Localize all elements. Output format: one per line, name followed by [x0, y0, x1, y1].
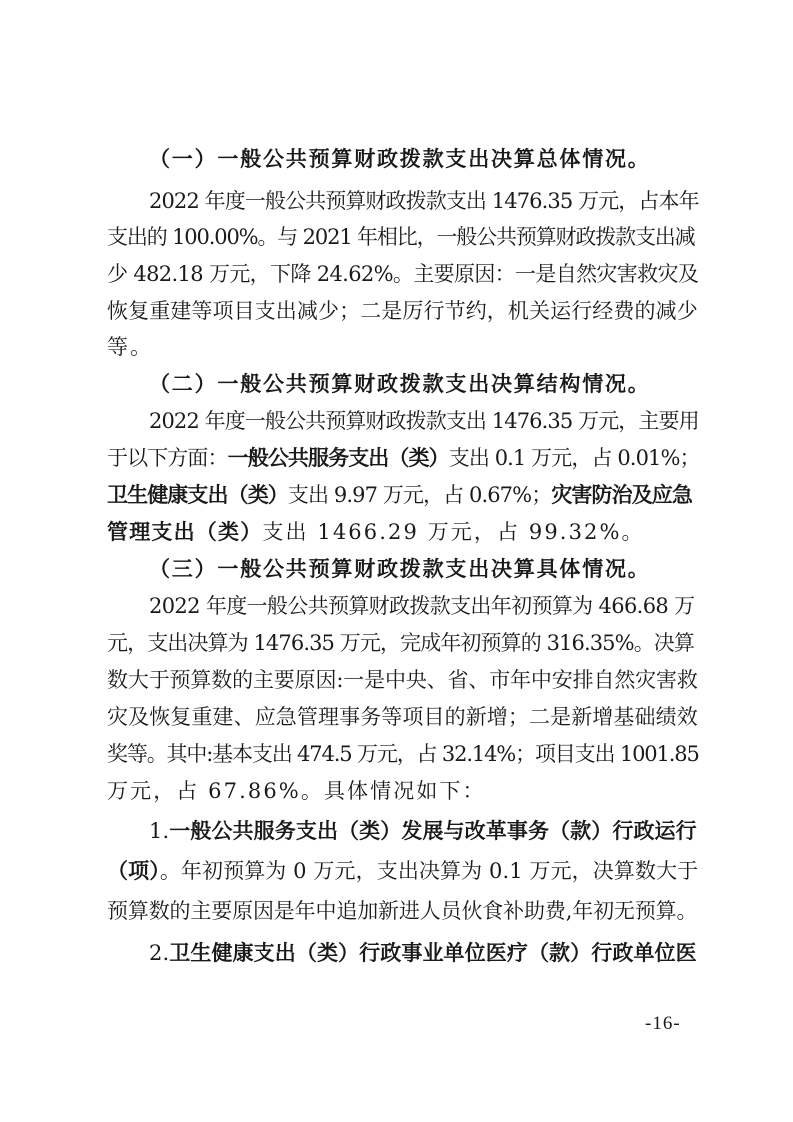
paragraph-line	[107, 443, 700, 473]
section-heading-3: （三）一般公共预算财政拨款支出决算具体情况。	[149, 557, 651, 581]
paragraph-line: 2022 年度一般公共预算财政拨款支出 1476.35 万元，占本年	[149, 189, 699, 213]
item-number: 1.	[149, 819, 170, 843]
paragraph-line: 支出的 100.00%。与 2021 年相比，一般公共预算财政拨款支出减	[107, 225, 695, 249]
page-number: -16-	[645, 1013, 681, 1034]
paragraph-line: 奖等。其中:基本支出 474.5 万元，占 32.14%；项目支出 1001.85	[107, 742, 699, 766]
section-heading-2: （二）一般公共预算财政拨款支出决算结构情况。	[149, 372, 651, 396]
text-run: 支出 9.97 万元，占 0.67%；	[287, 483, 552, 507]
paragraph-line: 少 482.18 万元，下降 24.62%。主要原因：一是自然灾害救灾及	[107, 262, 699, 286]
paragraph-line: 灾及恢复重建、应急管理事务等项目的新增；二是新增基础绩效	[107, 705, 698, 729]
paragraph-line	[107, 856, 698, 886]
list-item	[149, 938, 697, 968]
section-heading-1: （一）一般公共预算财政拨款支出决算总体情况。	[149, 147, 651, 171]
bold-category: 管理支出（类）	[107, 520, 263, 544]
bold-category: 一般公共服务支出（类）	[227, 446, 449, 470]
paragraph-line: 等。	[107, 335, 154, 359]
paragraph-line: 2022 年度一般公共预算财政拨款支出年初预算为 466.68 万	[149, 594, 695, 618]
text-run: 支出 0.1 万元，占 0.01%；	[448, 446, 700, 470]
paragraph-line: 预算数的主要原因是年中追加新进人员伙食补助费,年初无预算。	[107, 899, 698, 923]
bold-category: 一般公共服务支出（类）发展与改革事务（款）行政运行	[169, 819, 697, 843]
paragraph-line: 恢复重建等项目支出减少；二是厉行节约，机关运行经费的减少	[107, 299, 698, 323]
list-item	[149, 816, 697, 846]
paragraph-line: 2022 年度一般公共预算财政拨款支出 1476.35 万元，主要用	[149, 409, 699, 433]
paragraph-line	[107, 517, 645, 547]
text-run: 于以下方面：	[107, 446, 228, 470]
paragraph-line: 元，支出决算为 1476.35 万元，完成年初预算的 316.35%。决算	[107, 631, 694, 655]
bold-category: 卫生健康支出（类）	[107, 483, 288, 507]
item-number: 2.	[149, 941, 170, 965]
bold-category: （项）	[107, 859, 160, 883]
paragraph-line: 数大于预算数的主要原因:一是中央、省、市年中安排自然灾害救	[107, 668, 698, 692]
paragraph-line	[107, 480, 692, 510]
bold-category: 灾害防治及应急	[551, 483, 693, 507]
text-run: 支出 1466.29 万元，占 99.32%。	[262, 520, 645, 544]
text-run: 。年初预算为 0 万元，支出决算为 0.1 万元，决算数大于	[159, 859, 699, 883]
paragraph-line: 万元，占 67.86%。具体情况如下：	[107, 779, 486, 803]
bold-category: 卫生健康支出（类）行政事业单位医疗（款）行政单位医	[169, 941, 697, 965]
